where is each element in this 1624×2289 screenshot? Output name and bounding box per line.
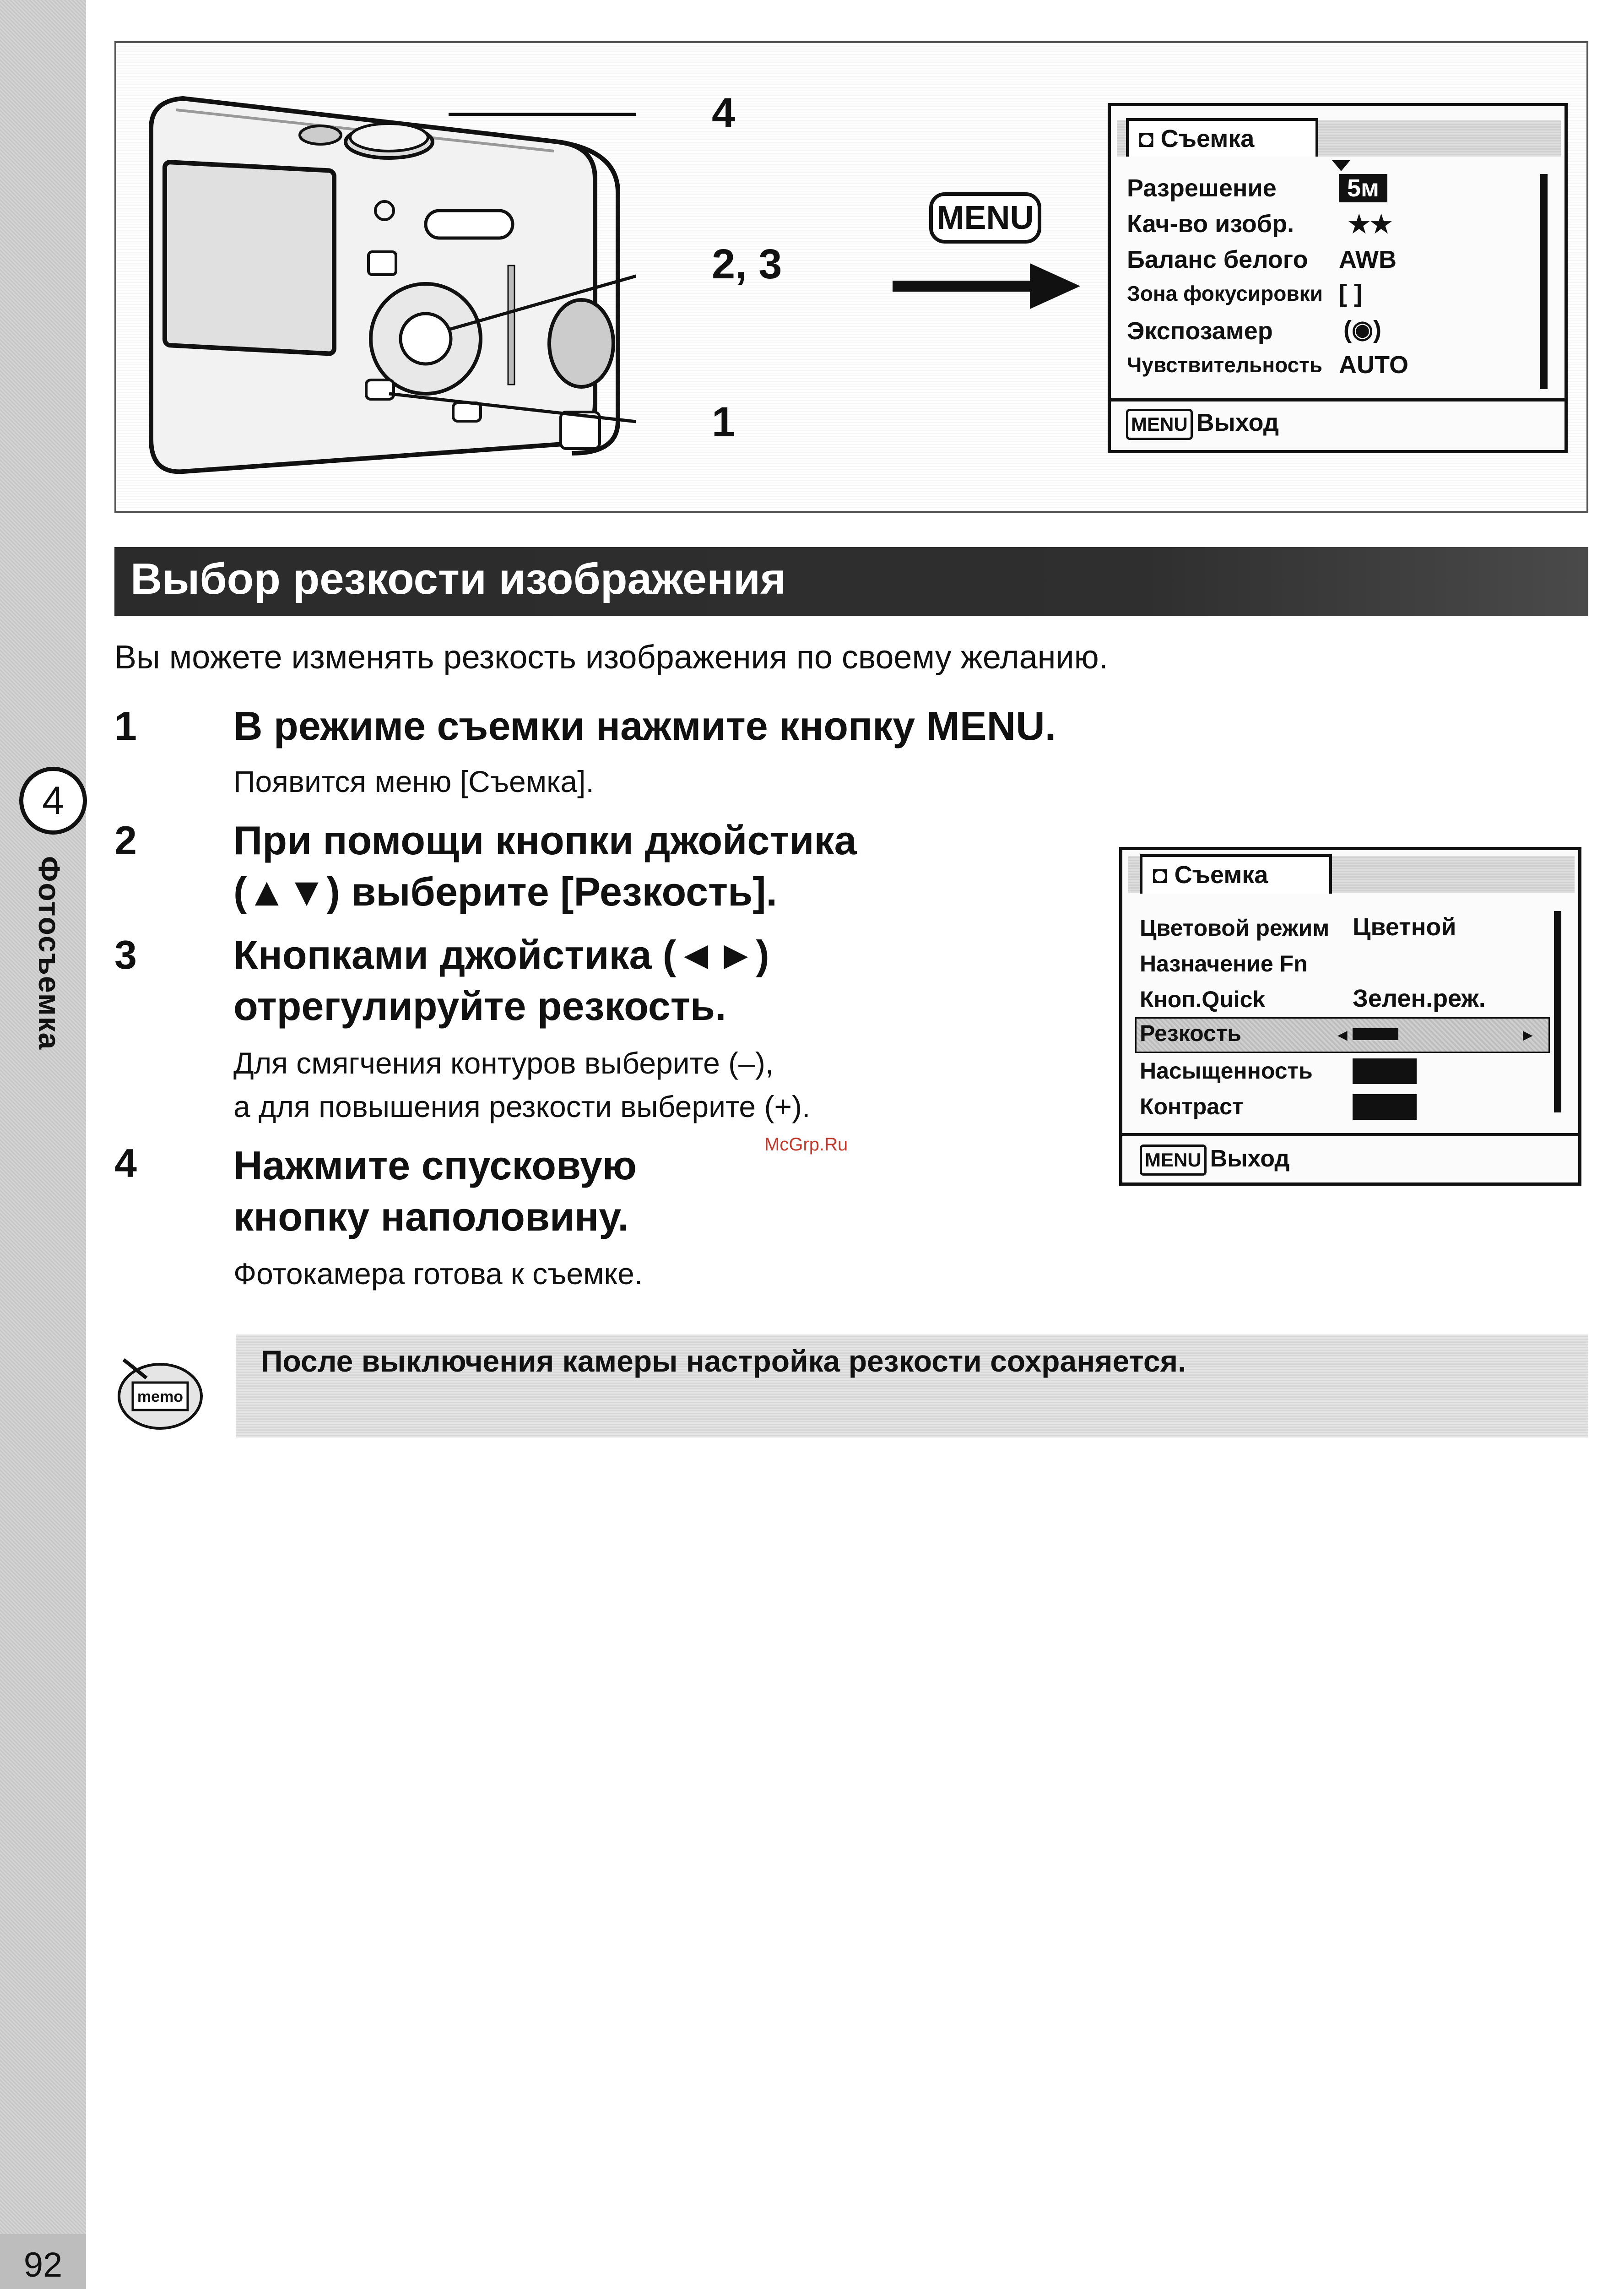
step-number: 2: [114, 818, 137, 863]
menu-key-icon: MENU: [1140, 1144, 1207, 1176]
page-number: 92: [0, 2234, 86, 2289]
tab-pointer-icon: [1332, 160, 1350, 171]
memo-icon: [114, 1346, 206, 1440]
menu-footer: [1140, 1144, 1289, 1176]
slider-track-icon: [1353, 1028, 1398, 1040]
step-title-line: Нажмите спусковую: [233, 1143, 637, 1188]
menu-row-value: [ ]: [1339, 280, 1362, 307]
menu-scrollbar: [1540, 174, 1548, 389]
step-body: [233, 1252, 643, 1296]
step-title-line: При помощи кнопки джойстика: [233, 818, 857, 863]
watermark: McGrp.Ru: [764, 1134, 848, 1155]
menu-row-label: Насыщенность: [1140, 1058, 1313, 1084]
step-title-line: (▲▼) выберите [Резкость].: [233, 869, 777, 914]
menu-row-value: AWB: [1339, 246, 1397, 273]
step-body-line: а для повышения резкости выберите (+).: [233, 1090, 811, 1123]
callout-joystick-label: 2, 3: [712, 241, 782, 287]
menu-row-label: Цветовой режим: [1140, 915, 1330, 941]
chapter-number-badge: 4: [19, 767, 87, 835]
step-body: [233, 760, 594, 803]
menu-row-label: Баланс белого: [1127, 246, 1308, 273]
menu-row-value: Цветной: [1353, 913, 1456, 941]
menu-row-label: Резкость: [1140, 1020, 1242, 1046]
section-title: Выбор резкости изображения: [130, 554, 786, 603]
menu-key-icon: MENU: [929, 192, 1041, 244]
step-body-line: Для смягчения контуров выберите (–),: [233, 1046, 774, 1080]
step-title: [233, 929, 769, 1032]
step-body: [233, 1041, 810, 1128]
menu-row-value: ★★: [1348, 211, 1392, 238]
menu-row-value: Зелен.реж.: [1353, 985, 1486, 1012]
menu-footer-divider: [1108, 398, 1568, 401]
menu-row-value: 5м: [1339, 174, 1387, 202]
menu-tab-shooting: [1140, 854, 1332, 894]
menu-footer-divider: [1119, 1133, 1581, 1136]
menu-tab-label: Съемка: [1160, 125, 1255, 152]
menu-tab-label: Съемка: [1174, 861, 1268, 889]
memo-icon-label: memo: [137, 1388, 184, 1405]
camera-illustration: [133, 73, 636, 494]
intro-text: Вы можете изменять резкость изображения по своему желанию.: [114, 639, 1108, 676]
step-title: [233, 815, 857, 917]
menu-footer: [1126, 408, 1279, 440]
contrast-slider-icon: [1353, 1094, 1417, 1120]
step-title: [233, 700, 1056, 752]
memo-text: После выключения камеры настройка резкости сохраняется.: [261, 1344, 1186, 1378]
menu-row-label: Зона фокусировки: [1127, 282, 1323, 305]
menu-row-label: Разрешение: [1127, 174, 1277, 202]
step-number: 4: [114, 1140, 137, 1186]
step-title-line: В режиме съемки нажмите кнопку MENU.: [233, 703, 1056, 749]
step-number: 3: [114, 932, 137, 977]
chapter-sidebar: [0, 0, 86, 2289]
menu-exit-label: Выход: [1196, 409, 1279, 436]
menu-row-label: Назначение Fn: [1140, 951, 1308, 976]
menu-row-label: Экспозамер: [1127, 317, 1273, 345]
camera-icon: ◘: [1153, 861, 1168, 889]
menu-scrollbar: [1554, 911, 1561, 1112]
arrow-right-icon: [893, 259, 1085, 314]
step-title-line: кнопку наполовину.: [233, 1194, 629, 1239]
menu-key-icon: MENU: [1126, 409, 1193, 440]
sharpness-slider: [1334, 1025, 1536, 1044]
menu-row-label: Чувствительность: [1127, 353, 1322, 377]
arrow-right-icon: ►: [1520, 1025, 1536, 1044]
step-body-line: Фотокамера готова к съемке.: [233, 1257, 643, 1291]
callout-menu-button-label: 1: [712, 399, 736, 445]
menu-tab-shooting: [1126, 118, 1318, 157]
menu-row-label: Кач-во изобр.: [1127, 210, 1294, 238]
step-number: 1: [114, 703, 137, 749]
callout-shutter-label: 4: [712, 90, 736, 136]
step-title-line: Кнопками джойстика (◄►): [233, 932, 769, 977]
step-body-line: Появится меню [Съемка].: [233, 765, 594, 798]
chapter-title: Фотосъемка: [32, 856, 66, 1051]
menu-row-label: Контраст: [1140, 1094, 1244, 1119]
menu-row-label: Кноп.Quick: [1140, 987, 1266, 1012]
step-title: [233, 1140, 637, 1242]
arrow-left-icon: ◄: [1334, 1025, 1351, 1044]
step-title-line: отрегулируйте резкость.: [233, 983, 726, 1029]
menu-row-value: (◉): [1343, 316, 1382, 343]
camera-icon: ◘: [1139, 125, 1154, 152]
menu-row-value: AUTO: [1339, 351, 1409, 379]
menu-exit-label: Выход: [1210, 1145, 1290, 1172]
saturation-slider-icon: [1353, 1058, 1417, 1084]
